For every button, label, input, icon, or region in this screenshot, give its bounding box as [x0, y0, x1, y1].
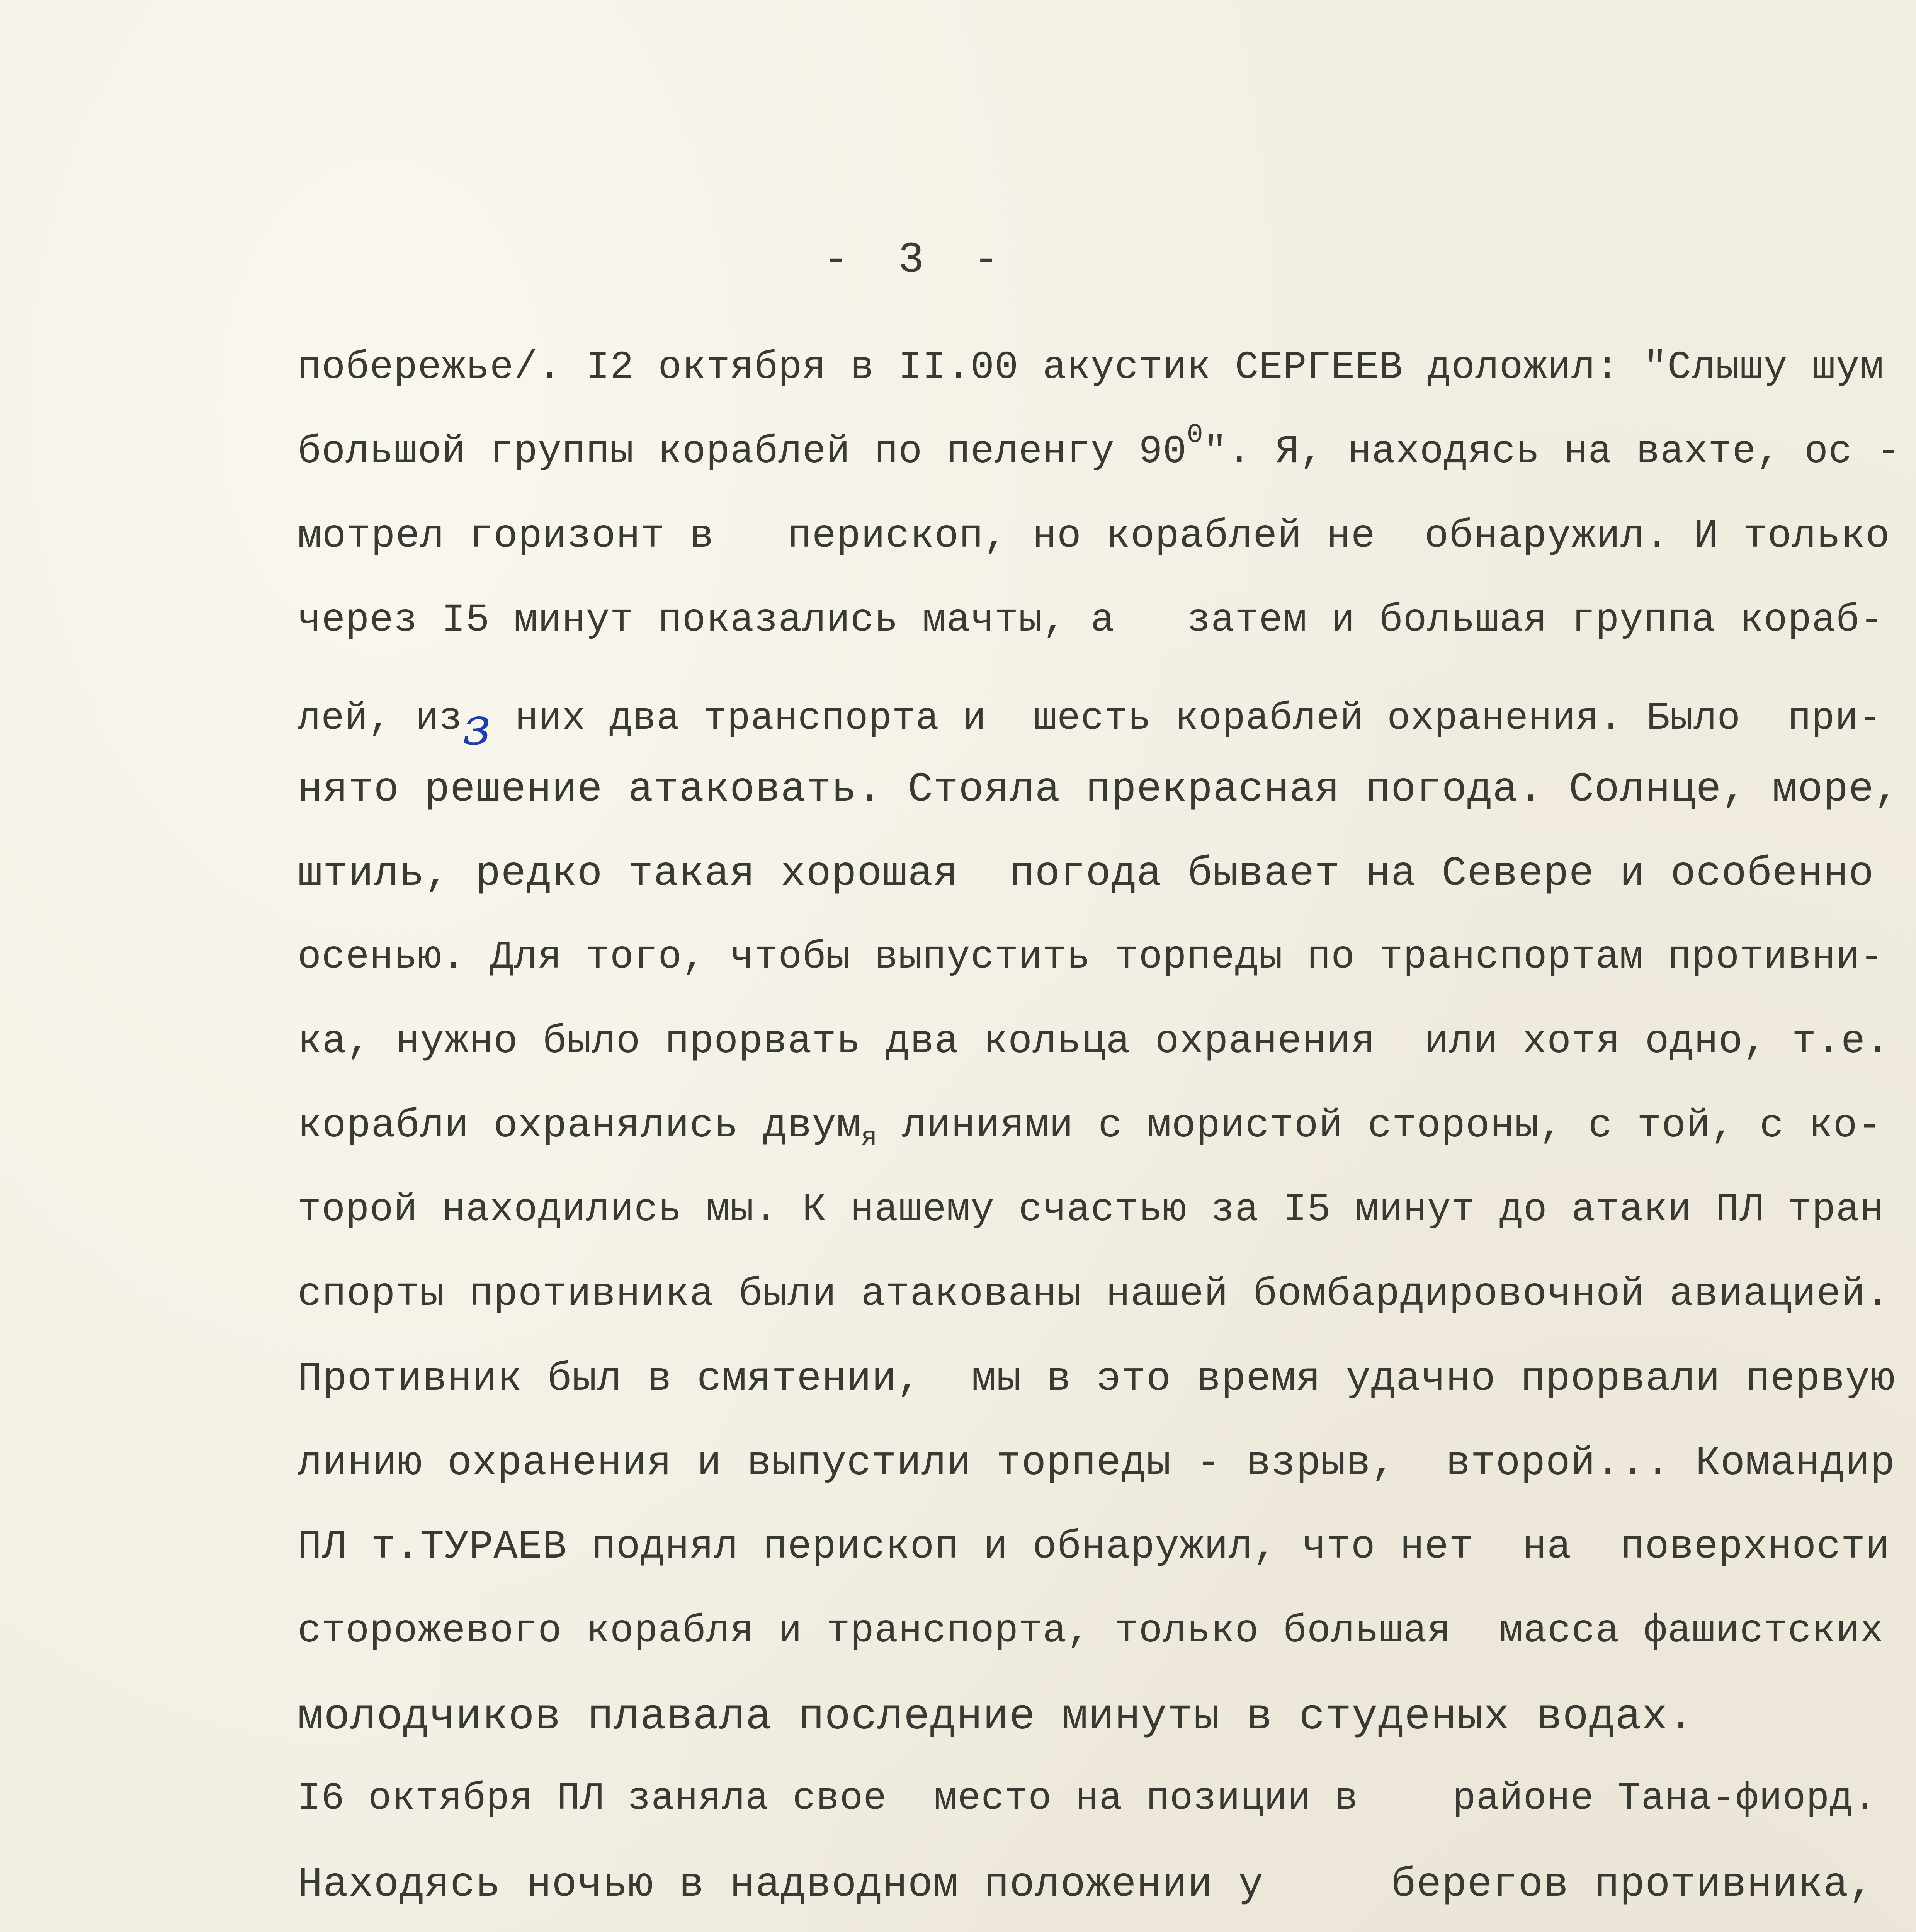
text-line: осенью. Для того, чтобы выпустить торпеды по транспортам противни-	[298, 935, 1884, 980]
text-line: спорты противника были атакованы нашей бомбардировочной авиацией.	[298, 1272, 1890, 1317]
text-line: линию охранения и выпустили торпеды - взрыв, второй... Командир	[298, 1440, 1896, 1486]
text-line: ПЛ т.ТУРАЕВ поднял перископ и обнаружил, что нет на поверхности	[298, 1524, 1890, 1570]
text-line: через I5 минут показались мачты, а затем и большая группа кораб-	[298, 598, 1884, 643]
page-number: - 3 -	[823, 236, 1011, 285]
text-line: сторожевого корабля и транспорта, только большая масса фашистских	[298, 1609, 1884, 1653]
text-line: большой группы кораблей по пеленгу $90^0$". Я, находясь на вахте, ос -	[298, 420, 1901, 474]
text-line: Противник был в смятении, мы в это время удачно прорвали первую	[298, 1356, 1896, 1402]
text-line: нято решение атаковать. Стояла прекрасная погода. Солнце, море,	[298, 766, 1900, 813]
text-line: ка, нужно было прорвать два кольца охранения или хотя одно, т.е.	[298, 1019, 1890, 1065]
text-line: молодчиков плавала последние минуты в студеных водах.	[298, 1692, 1695, 1742]
handwritten-correction: з	[462, 696, 491, 757]
text-line: Находясь ночью в надводном положении у берегов противника,	[298, 1861, 1874, 1908]
text-line: I6 октября ПЛ заняла свое место на позиции в районе Тана-фиорд.	[298, 1777, 1877, 1821]
text-line: лей, изз них два транспорта и шесть кораблей охранения. Было при-	[298, 696, 1882, 757]
text-line: побережье/. I2 октября в II.00 акустик СЕРГЕЕВ доложил: "Слышу шум	[298, 345, 1884, 390]
text-line: штиль, редко такая хорошая погода бывает на Севере и особенно	[298, 850, 1874, 898]
text-line: корабли охранялись двум$_я$ линиями с мористой стороны, с той, с ко-	[298, 1103, 1882, 1153]
text-line: торой находились мы. К нашему счастью за I5 минут до атаки ПЛ тран	[298, 1187, 1884, 1232]
text-line: мотрел горизонт в перископ, но кораблей не обнаружил. И только	[298, 514, 1890, 559]
